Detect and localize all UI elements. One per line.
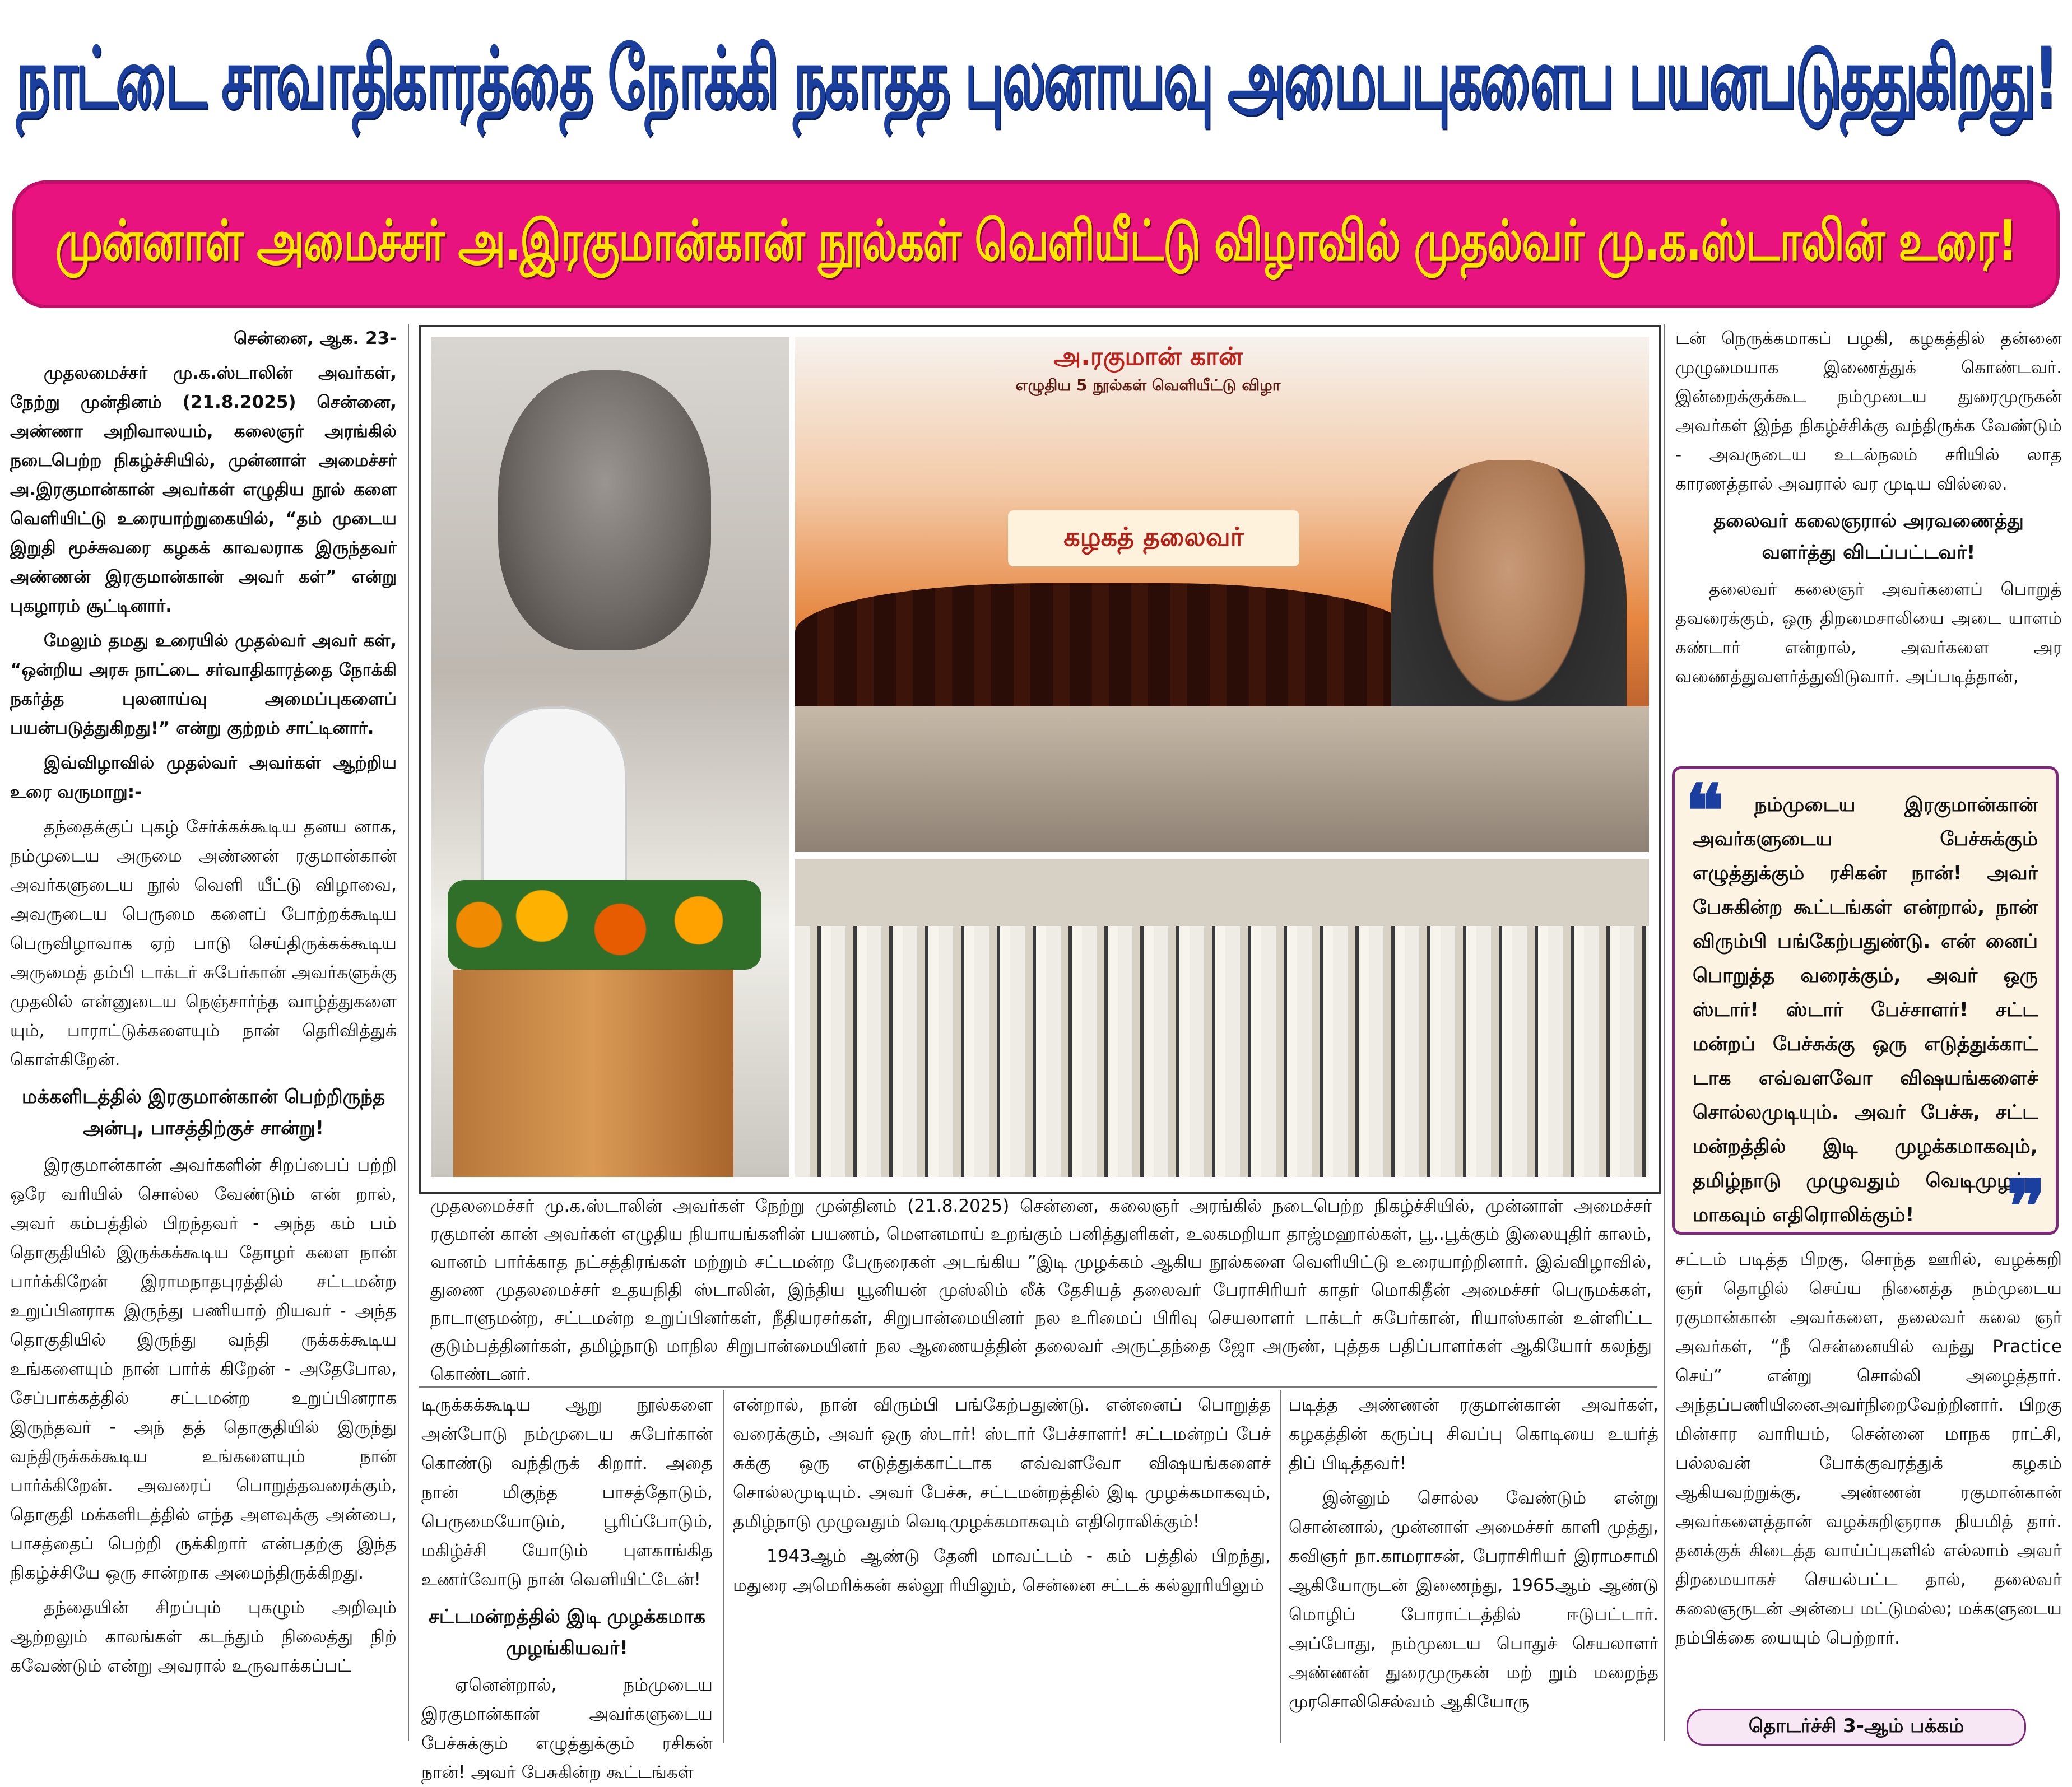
dignitaries-seated — [795, 706, 1649, 852]
column-3 — [733, 1390, 1271, 1749]
portrait-backdrop — [498, 370, 711, 650]
subheading: தலைவர் கலைஞரால் அரவணைத்து வளர்த்து விடப்பட்டவர்! — [1713, 510, 2024, 564]
paragraph: ஏனென்றால், நம்முடைய இரகுமான்கான் அவர்களுடைய பேச்சுக்கும் எழுத்துக்கும் ரசிகன் நான்! அவர் பேசுகின்ற கூட்டங்கள் — [421, 1675, 713, 1783]
column-1 — [10, 324, 397, 1747]
crowd-silhouette — [795, 583, 1411, 706]
caption-divider — [419, 1386, 1657, 1388]
headline — [0, 0, 2072, 168]
paragraph: படித்த அண்ணன் ரகுமான்கான் அவர்கள், கழகத்தின் கருப்பு சிவப்பு கொடியை உயர்த் திப் பிடித்தவர்! — [1289, 1395, 1658, 1473]
paragraph: 1943ஆம் ஆண்டு தேனி மாவட்டம் - கம் பத்தில் பிறந்து, மதுரை அமெரிக்கன் கல்லூ ரியிலும், சென்னை சட்டக் கல்லூரியிலும் — [733, 1546, 1271, 1595]
column-4 — [1289, 1390, 1658, 1749]
dateline: சென்னை, ஆக. 23- — [234, 328, 397, 348]
paragraph: முதலமைச்சர் மு.க.ஸ்டாலின் அவர்கள், நேற்று முன்தினம் (21.8.2025) சென்னை, அண்ணா அறிவாலயம், கலைஞர் அரங்கில் நடைபெற்ற நிகழ்ச்சியில், முன்னாள் அமைச்சர் அ.இரகுமான்கான் அவர்கள் எழுதிய நூல் களை வெளியிட்டு உரையாற்றுகையில், “தம் முடைய இறுதி மூச்சுவரை கழகக் காவலராக இருந்தவர் அண்ணன் இரகுமான்கான் அவர் கள்” என்று புகழாரம் சூட்டினார். — [10, 363, 397, 616]
headline-text: நாட்டை சாவாதிகாரத்தை நோக்கி நகாதத புலனாயவு அமைபபுகளைப பயனபடுததுகிறது! — [16, 30, 2056, 127]
column-divider — [1280, 1390, 1281, 1743]
column-2 — [421, 1390, 713, 1783]
subheading: மக்களிடத்தில் இரகுமான்கான் பெற்றிருந்த அன்பு, பாசத்திற்குச் சான்று! — [21, 1086, 385, 1139]
banner-text: முன்னாள் அமைச்சர் அ.இரகுமான்கான் நூல்கள் வெளியீட்டு விழாவில் முதல்வர் மு.க.ஸ்டாலின் உரை! — [55, 207, 2017, 273]
podium — [453, 970, 733, 1177]
continued-page-label: தொடர்ச்சி 3-ஆம் பக்கம் — [1687, 1709, 2026, 1746]
photo-collage — [419, 325, 1661, 1194]
paragraph: இவ்விழாவில் முதல்வர் அவர்கள் ஆற்றிய உரை வருமாறு:- — [10, 753, 397, 802]
stage-banner-subtitle: எழுதிய 5 நூல்கள் வெளியீட்டு விழா — [1015, 376, 1281, 394]
paragraph: இன்னும் சொல்ல வேண்டும் என்று சொன்னால், முன்னாள் அமைச்சர் காளி முத்து, கவிஞர் நா.காமராசன், பேராசிரியர் இராமசாமி ஆகியோருடன் இணைந்து, 1965ஆம் ஆண்டு மொழிப் போராட்டத்தில் ஈடுபட்டார். அப்போது, நம்முடைய பொதுச் செயலாளர் அண்ணன் துரைமுருகன் மற் றும் மறைந்த முரசொலிசெல்வம் ஆகியோரு — [1289, 1488, 1658, 1712]
paragraph: மேலும் தமது உரையில் முதல்வர் அவர் கள், “ஒன்றிய அரசு நாட்டை சர்வாதிகாரத்தை நோக்கி நகர்த்த புலனாய்வு அமைப்புகளைப் பயன்படுத்துகிறது!” என்று குற்றம் சாட்டினார். — [10, 631, 397, 738]
column-divider — [408, 324, 409, 1741]
paragraph: டன் நெருக்கமாகப் பழகி, கழகத்தில் தன்னை முழுமையாக இணைத்துக் கொண்டவர். இன்றைக்குக்கூட நம்முடைய துரைமுருகன் அவர்கள் இந்த நிகழ்ச்சிக்கு வந்திருக்க வேண்டும் - அவருடைய உடல்நலம் சரியில் லாத காரணத்தால் அவரால் வர முடிய வில்லை. — [1675, 328, 2062, 494]
stage-photo — [795, 337, 1649, 852]
photo-caption: முதலமைச்சர் மு.க.ஸ்டாலின் அவர்கள் நேற்று முன்தினம் (21.8.2025) சென்னை, கலைஞர் அரங்கில் நடைபெற்ற நிகழ்ச்சியில், முன்னாள் அமைச்சர் ரகுமான் கான் அவர்கள் எழுதிய நியாயங்களின் பயணம், மௌனமாய் உறங்கும் பனித்துளிகள், உலகமறியா தாஜ்மஹால்கள், பூ..பூக்கும் இலையுதிர் காலம், வானம் பார்க்காத நட்சத்திரங்கள் மற்றும் சட்டமன்ற பேருரைகள் அடங்கிய ”இடி முழக்கம் ஆகிய நூல்களை வெளியிட்டு உரையாற்றினார். இவ்விழாவில், துணை முதலமைச்சர் உதயநிதி ஸ்டாலின், இந்திய யூனியன் முஸ்லிம் லீக் தேசியத் தலைவர் பேராசிரியர் காதர் மொகிதீன் அமைச்சர் பெருமக்கள், நாடாளுமன்ற, சட்டமன்ற உறுப்பினர்கள், நீதியரசர்கள், சிறுபான்மையினர் நல உரிமைப் பிரிவு செயலாளர் டாக்டர் சுபேர்கான், ரியாஸ்கான் உள்ளிட்ட குடும்பத்தினர்கள், தமிழ்நாடு மாநில சிறுபான்மையினர் நல ஆணையத்தின் தலைவர் அருட்தந்தை ஜோ அருண், புத்தக பதிப்பாளர்கள் ஆகியோர் கலந்து கொண்டனர். — [430, 1196, 1652, 1384]
paragraph: இரகுமான்கான் அவர்களின் சிறப்பைப் பற்றி ஒரே வரியில் சொல்ல வேண்டும் என் றால், அவர் கம்பத்தில் பிறந்தவர் - அந்த கம் பம் தொகுதியில் இருக்கக்கூடிய தோழர் களை நான் பார்க்கிறேன் இராமநாதபுரத்தில் சட்டமன்ற உறுப்பினராக இருந்து பணியாற் றியவர் - அந்த தொகுதியில் இருந்து வந்தி ருக்கக்கூடிய உங்களையும் நான் பார்க் கிறேன் - அதேபோல, சேப்பாக்கத்தில் சட்டமன்ற உறுப்பினராக இருந்தவர் - அந் தத் தொகுதியில் இருந்து வந்திருக்கக்கூடிய உங்களையும் நான் பார்க்கிறேன். அவரைப் பொறுத்தவரைக்கும், தொகுதி மக்களிடத்தில் எந்த அளவுக்கு அன்பை, பாசத்தைப் பெற்றி ருக்கிறார் என்பதற்கு இந்த நிகழ்ச்சியே ஒரு சான்றாக அமைந்திருக்கிறது. — [10, 1155, 397, 1583]
stage-board: கழகத் தலைவர் — [1008, 510, 1299, 566]
column-divider — [1664, 324, 1665, 1741]
paragraph: என்றால், நான் விரும்பி பங்கேற்பதுண்டு. என்னைப் பொறுத்த வரைக்கும், அவர் ஒரு ஸ்டார்! ஸ்டார் பேச்சாளர்! சட்டமன்றப் பேச் சுக்கு ஒரு எடுத்துக்காட்டாக எவ்வளவோ விஷயங்களைச் சொல்லமுடியும். அவர் பேச்சு, சட்டமன்றத்தில் இடி முழக்கமாகவும், தமிழ்நாடு முழுவதும் வெடிமுழக்கமாகவும் எதிரொலிக்கும்! — [733, 1395, 1271, 1532]
subheading: சட்டமன்றத்தில் இடி முழக்கமாக முழங்கியவர்! — [429, 1605, 705, 1659]
column-divider — [723, 1390, 724, 1743]
pull-quote-text: நம்முடைய இரகுமான்கான் அவர்களுடைய பேச்சுக்கும் எழுத்துக்கும் ரசிகன் நான்! அவர் பேசுகின்ற கூட்டங்கள் என்றால், நான் விரும்பி பங்கேற்பதுண்டு. என் னைப் பொறுத்த வரைக்கும், அவர் ஒரு ஸ்டார்! ஸ்டார் பேச்சாளர்! சட்ட மன்றப் பேச்சுக்கு ஒரு எடுத்துக்காட் டாக எவ்வளவோ விஷயங்களைச் சொல்லமுடியும். அவர் பேச்சு, சட்ட மன்றத்தில் இடி முழக்கமாகவும், தமிழ்நாடு முழுவதும் வெடிமுழக்க மாகவும் எதிரொலிக்கும்! — [1693, 794, 2038, 1226]
paragraph: தந்தையின் சிறப்பும் புகழும் அறிவும் ஆற்றலும் காலங்கள் கடந்தும் நிலைத்து நிற் கவேண்டும் என்று அவரால் உருவாக்கப்பட் — [10, 1598, 397, 1676]
close-quote-icon: ❞ — [2006, 1164, 2046, 1249]
open-quote-icon: ❝ — [1685, 768, 1724, 854]
stage-banner-title: அ.ரகுமான் கான் — [1053, 342, 1243, 371]
paragraph: சட்டம் படித்த பிறகு, சொந்த ஊரில், வழக்கறி ஞர் தொழில் செய்ய நினைத்த நம்முடைய ரகுமான்கான் அவர்களை, தலைவர் கலை ஞர் அவர்கள், “நீ சென்னையில் வந்து Practice செய்” என்று சொல்லி அழைத்தார். அந்தப்பணியினைஅவர்நிறைவேற்றினார். பிறகு மின்சார வாரியம், சென்னை மாநக ராட்சி, பல்லவன் போக்குவரத்துக் கழகம் ஆகியவற்றுக்கு, அண்ணன் ரகுமான்கான் அவர்களைத்தான் வழக்கறிஞராக நியமித் தார். தனக்குக் கிடைத்த வாய்ப்புகளில் எல்லாம் அவர் திறமையாகச் செயல்பட்ட தால், தலைவர் கலைஞருடன் அன்பை மட்டுமல்ல; மக்களுடைய நம்பிக்கை யையும் பெற்றார். — [1675, 1249, 2062, 1648]
speaker-photo — [431, 337, 789, 1177]
column-5-top — [1675, 324, 2062, 761]
subheadline-banner — [12, 180, 2060, 308]
flower-decoration — [448, 880, 761, 970]
pull-quote — [1672, 766, 2059, 1249]
paragraph: டிருக்கக்கூடிய ஆறு நூல்களை அன்போடு நம்முடைய சுபேர்கான் கொண்டு வந்திருக் கிறார். அதை நான் மிகுந்த பாசத்தோடும், பெருமையோடும், பூரிப்போடும், மகிழ்ச்சி யோடும் புளகாங்கித உணர்வோடு நான் வெளியிட்டேன்! — [421, 1395, 713, 1590]
paragraph: தந்தைக்குப் புகழ் சேர்க்கக்கூடிய தனய னாக, நம்முடைய அருமை அண்ணன் ரகுமான்கான் அவர்களுடைய நூல் வெளி யீட்டு விழாவை, அவருடைய பெருமை களைப் போற்றக்கூடிய பெருவிழாவாக ஏற் பாடு செய்திருக்கக்கூடிய அருமைத் தம்பி டாக்டர் சுபேர்கான் அவர்களுக்கு முதலில் என்னுடைய நெஞ்சார்ந்த வாழ்த்துகளை யும், பாராட்டுக்களையும் நான் தெரிவித்துக் கொள்கிறேன். — [10, 817, 397, 1070]
column-5-bottom — [1675, 1245, 2062, 1698]
audience-photo — [795, 859, 1649, 1177]
paragraph: தலைவர் கலைஞர் அவர்களைப் பொறுத் தவரைக்கும், ஒரு திறமைசாலியை அடை யாளம் கண்டார் என்றால், அவர்களை அர வணைத்துவளர்த்துவிடுவார். அப்படித்தான், — [1675, 579, 2062, 687]
